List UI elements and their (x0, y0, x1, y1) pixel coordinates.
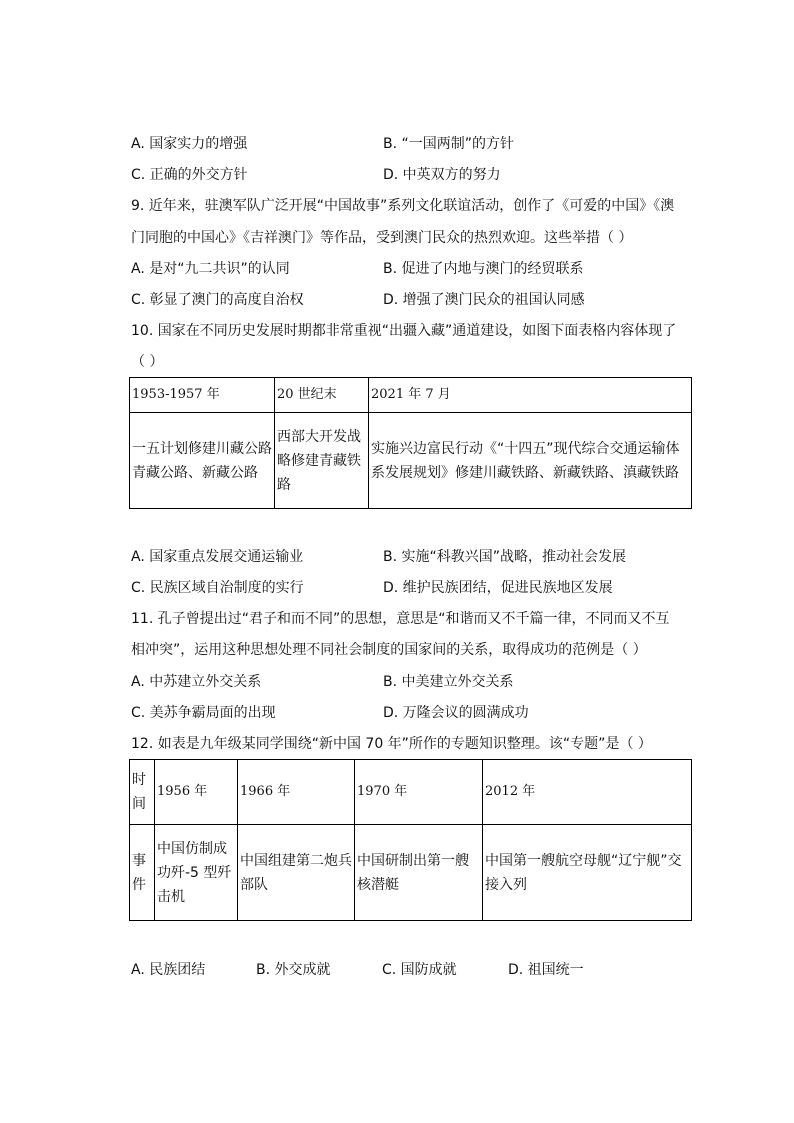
q10-cell-2-line1: 西部大开发战 (277, 428, 361, 445)
q12-event-3-line2: 核潜艇 (357, 876, 399, 893)
q10-cell-2 (275, 413, 369, 509)
q12-option-d: D. 祖国统一 (508, 962, 584, 978)
q8-option-a: A. 国家实力的增强 (131, 136, 248, 152)
q9-option-d: D. 增强了澳门民众的祖国认同感 (383, 292, 585, 308)
q12-event-3-line1: 中国研制出第一艘 (357, 852, 469, 869)
q12-event-2-line1: 中国组建第二炮兵 (240, 852, 352, 869)
q12-row2-head-line1: 事 (132, 852, 146, 869)
q12-event-1-line1: 中国仿制成 (157, 840, 227, 857)
q12-event-2-line2: 部队 (240, 876, 268, 893)
q10-option-a: A. 国家重点发展交通运输业 (131, 549, 304, 565)
q12-event-4-line2: 接入列 (485, 876, 527, 893)
q10-cell-1-line1: 一五计划修建川藏公路 (132, 440, 272, 457)
q12-option-c: C. 国防成就 (382, 962, 457, 978)
q10-cell-3 (369, 413, 692, 509)
q10-header-1: 1953-1957 年 (130, 378, 275, 413)
q10-table (129, 377, 692, 509)
q12-stem-line1: 12. 如表是九年级某同学围绕“新中国 70 年”所作的专题知识整理。该“专题”是（ ） (131, 736, 652, 752)
q11-option-b: B. 中美建立外交关系 (383, 674, 514, 690)
q9-option-b: B. 促进了内地与澳门的经贸联系 (383, 261, 584, 277)
q12-row2-head-line2: 件 (132, 876, 146, 893)
q10-cell-3-line2: 系发展规划》修建川藏铁路、新藏铁路、滇藏铁路 (371, 464, 679, 481)
q12-row1-head (130, 760, 155, 825)
q10-option-c: C. 民族区域自治制度的实行 (131, 580, 304, 596)
q12-option-b: B. 外交成就 (256, 962, 331, 978)
q11-stem-line2: 相冲突”，运用这种思想处理不同社会制度的国家间的关系，取得成功的范例是（ ） (131, 642, 647, 658)
q12-event-4 (483, 825, 692, 921)
q10-cell-3-line1: 实施兴边富民行动《“十四五”现代综合交通运输体 (371, 440, 680, 457)
q10-option-b: B. 实施“科教兴国”战略，推动社会发展 (383, 549, 627, 565)
q11-option-d: D. 万隆会议的圆满成功 (383, 705, 529, 721)
q10-cell-2-line3: 路 (277, 476, 291, 493)
q10-stem-line2: （ ） (131, 354, 164, 370)
q11-stem-line1: 11. 孔子曾提出过“君子和而不同”的思想，意思是“和谐而又不千篇一律，不同而又不互 (131, 611, 670, 627)
q12-year-4: 2012 年 (483, 760, 692, 825)
q8-option-b: B. “一国两制”的方针 (383, 136, 515, 152)
q10-option-d: D. 维护民族团结，促进民族地区发展 (383, 580, 613, 596)
q12-row2-head (130, 825, 155, 921)
q12-event-4-line1: 中国第一艘航空母舰“辽宁舰”交 (485, 852, 682, 869)
q12-event-3 (355, 825, 483, 921)
q12-row1-head-line2: 间 (132, 796, 146, 812)
q8-option-c: C. 正确的外交方针 (131, 167, 248, 183)
q12-row1-head-line1: 时 (132, 772, 146, 788)
q12-year-2: 1966 年 (238, 760, 355, 825)
q9-option-c: C. 彰显了澳门的高度自治权 (131, 292, 304, 308)
q12-year-1: 1956 年 (155, 760, 238, 825)
q12-year-3: 1970 年 (355, 760, 483, 825)
q11-option-a: A. 中苏建立外交关系 (131, 674, 262, 690)
q9-stem-line1: 9. 近年来，驻澳军队广泛开展“中国故事”系列文化联谊活动，创作了《可爱的中国》《澳 (131, 198, 675, 214)
q10-cell-1-line2: 青藏公路、新藏公路 (132, 464, 258, 481)
q12-event-2 (238, 825, 355, 921)
q12-option-a: A. 民族团结 (131, 962, 206, 978)
q10-header-2: 20 世纪末 (275, 378, 369, 413)
q10-header-3: 2021 年 7 月 (369, 378, 692, 413)
q9-stem-line2: 门同胞的中国心》《吉祥澳门》等作品，受到澳门民众的热烈欢迎。这些举措（ ） (131, 230, 633, 246)
q8-option-d: D. 中英双方的努力 (383, 167, 501, 183)
q9-option-a: A. 是对“九二共识”的认同 (131, 261, 290, 277)
q12-event-1-line3: 击机 (157, 888, 185, 905)
q12-event-1-line2: 功歼-5 型歼 (157, 864, 232, 881)
q10-cell-2-line2: 略修建青藏铁 (277, 452, 361, 469)
q10-cell-1 (130, 413, 275, 509)
q12-table (129, 759, 692, 921)
q11-option-c: C. 美苏争霸局面的出现 (131, 705, 276, 721)
q12-event-1 (155, 825, 238, 921)
q10-stem-line1: 10. 国家在不同历史发展时期都非常重视“出疆入藏”通道建设，如图下面表格内容体现了 (131, 323, 677, 339)
